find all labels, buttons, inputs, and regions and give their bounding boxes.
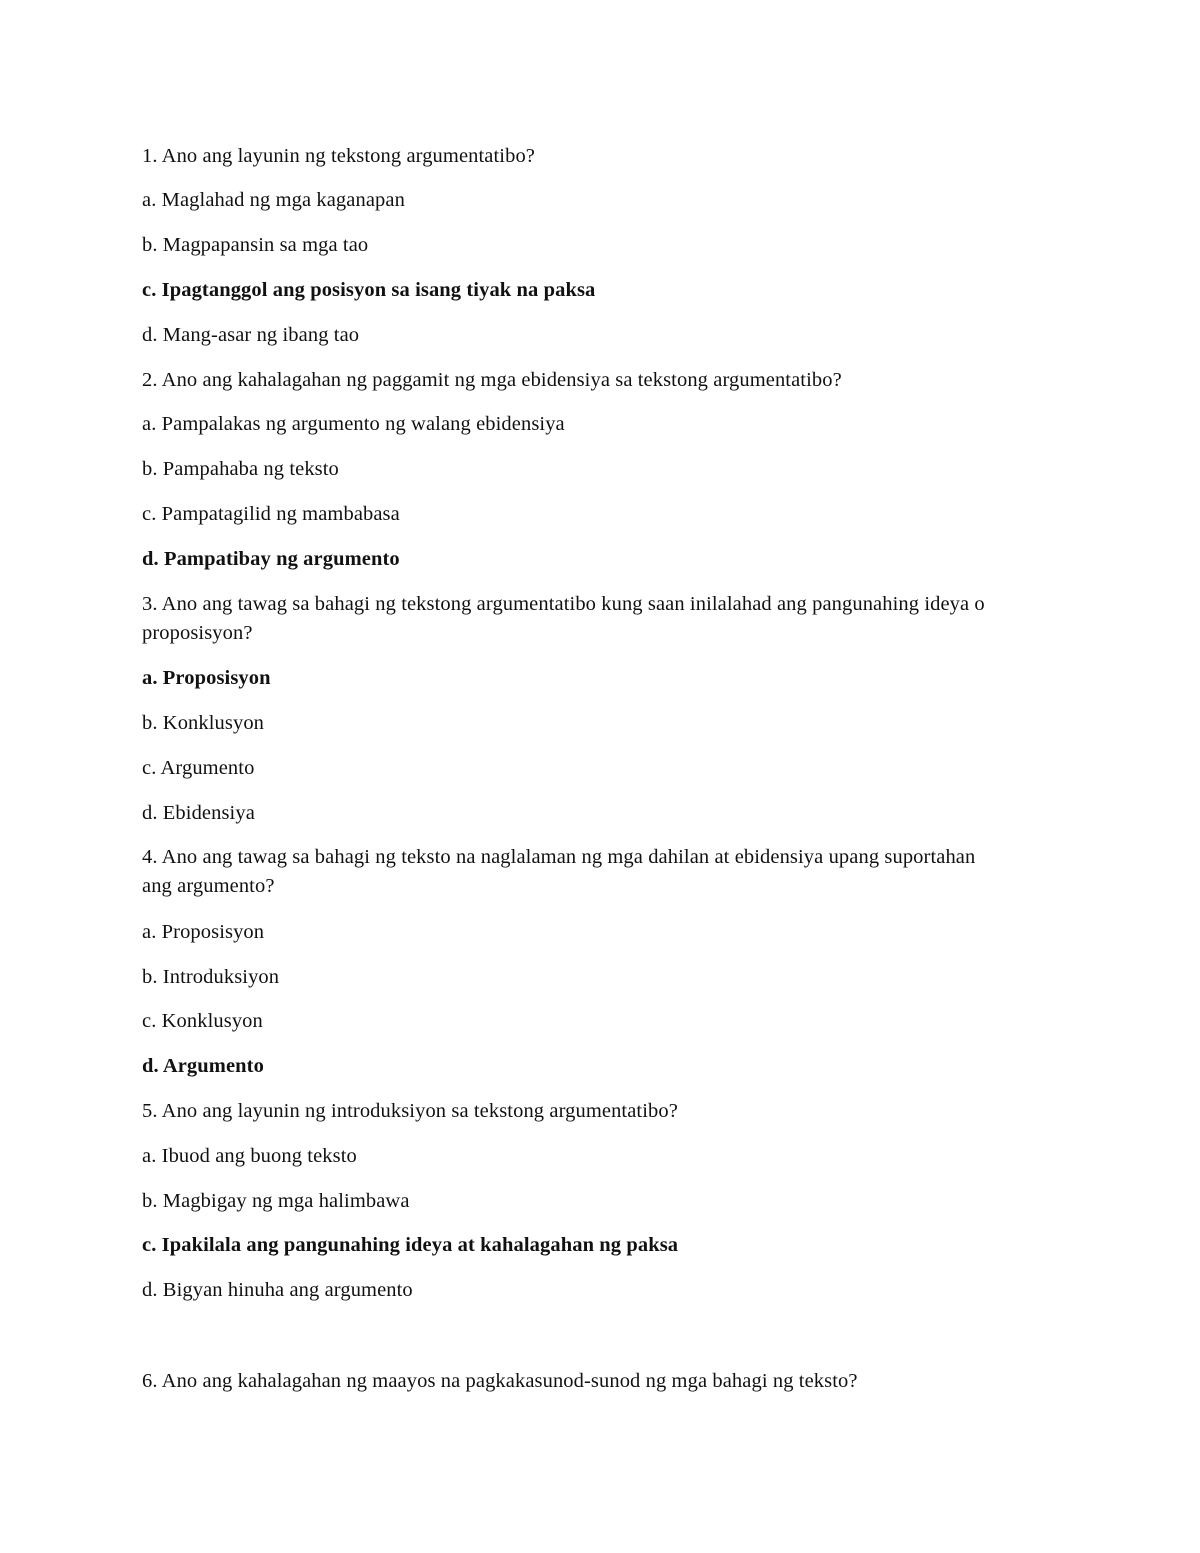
question-2-choice-b: b. Pampahaba ng teksto <box>142 458 339 480</box>
question-5-choice-d: d. Bigyan hinuha ang argumento <box>142 1279 413 1301</box>
question-4-choice-b: b. Introduksiyon <box>142 966 280 988</box>
question-5-text: 5. Ano ang layunin ng introduksiyon sa tekstong argumentatibo? <box>142 1100 678 1122</box>
question-1-text: 1. Ano ang layunin ng tekstong argumentatibo? <box>142 145 535 167</box>
question-1-choice-d: d. Mang-asar ng ibang tao <box>142 324 360 346</box>
question-3-choice-a-answer: a. Proposisyon <box>142 667 271 689</box>
question-3-choice-b: b. Konklusyon <box>142 712 265 734</box>
question-4-choice-c: c. Konklusyon <box>142 1010 263 1032</box>
question-4-text: 4. Ano ang tawag sa bahagi ng teksto na naglalaman ng mga dahilan at ebidensiya upang suportahan ang argumento? <box>142 846 976 897</box>
question-5-choice-b: b. Magbigay ng mga halimbawa <box>142 1190 410 1212</box>
question-1-choice-a: a. Maglahad ng mga kaganapan <box>142 189 405 211</box>
question-2-text: 2. Ano ang kahalagahan ng paggamit ng mga ebidensiya sa tekstong argumentatibo? <box>142 369 842 391</box>
question-2-choice-a: a. Pampalakas ng argumento ng walang ebidensiya <box>142 413 565 435</box>
question-2-choice-d-answer: d. Pampatibay ng argumento <box>142 548 400 570</box>
question-6-text: 6. Ano ang kahalagahan ng maayos na pagkakasunod-sunod ng mga bahagi ng teksto? <box>142 1370 858 1392</box>
question-1-choice-c-answer: c. Ipagtanggol ang posisyon sa isang tiyak na paksa <box>142 279 596 301</box>
question-5-choice-a: a. Ibuod ang buong teksto <box>142 1145 357 1167</box>
question-3-choice-c: c. Argumento <box>142 757 255 779</box>
question-1-choice-b: b. Magpapansin sa mga tao <box>142 234 369 256</box>
question-4-choice-d-answer: d. Argumento <box>142 1055 264 1077</box>
question-3-choice-d: d. Ebidensiya <box>142 802 255 824</box>
question-3-text: 3. Ano ang tawag sa bahagi ng tekstong argumentatibo kung saan inilalahad ang pangunahing ideya o proposisyon? <box>142 593 985 644</box>
question-2-choice-c: c. Pampatagilid ng mambabasa <box>142 503 400 525</box>
question-4-choice-a: a. Proposisyon <box>142 921 265 943</box>
question-5-choice-c-answer: c. Ipakilala ang pangunahing ideya at kahalagahan ng paksa <box>142 1234 679 1256</box>
